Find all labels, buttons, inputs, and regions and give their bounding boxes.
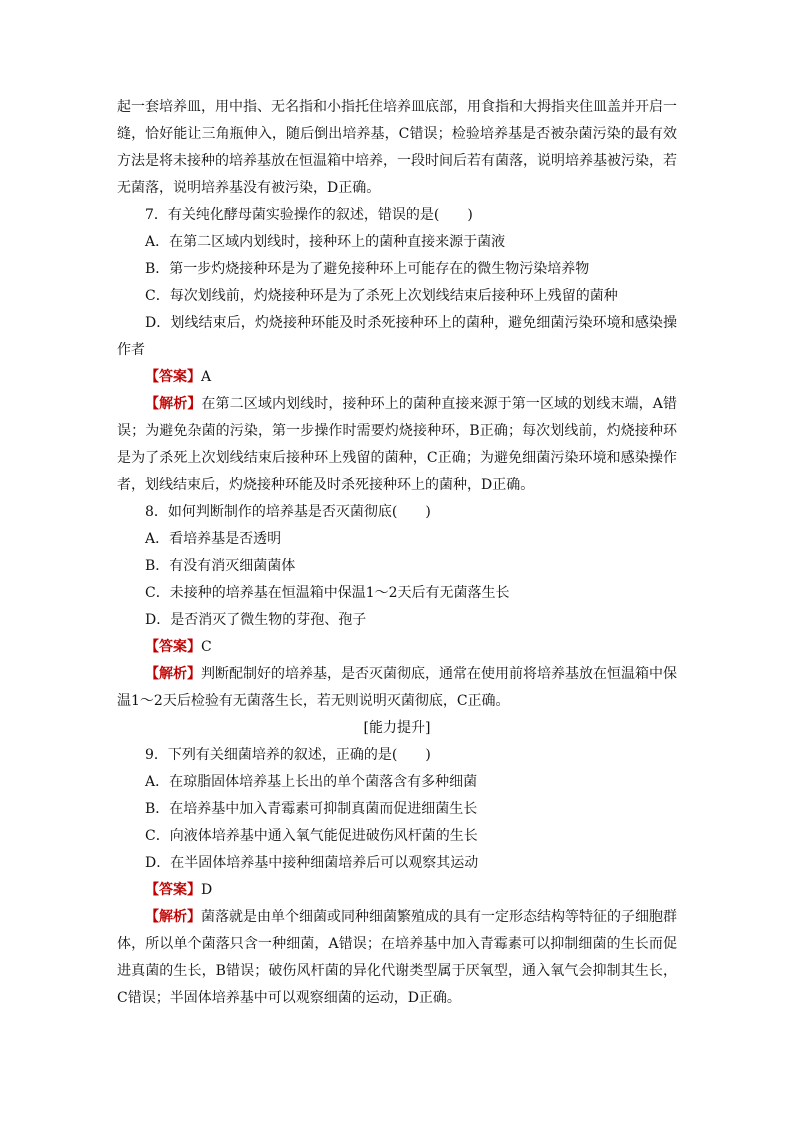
answer-label: 【答案】 [145, 882, 201, 898]
option-a: A．看培养基是否透明 [145, 531, 282, 547]
answer-label: 【答案】 [145, 639, 201, 655]
analysis-paragraph [117, 661, 677, 715]
question-stem: 8．如何判断制作的培养基是否灭菌彻底( ) [145, 504, 431, 520]
answer-line [117, 877, 677, 904]
answer-line [117, 364, 677, 391]
question-7 [117, 202, 677, 499]
answer-value: D [201, 882, 213, 898]
option-d: D．划线结束后，灼烧接种环能及时杀死接种环上的菌种，避免细菌污染环境和感染操作者 [117, 315, 677, 358]
option-b: B．在培养基中加入青霉素可抑制真菌而促进细菌生长 [145, 801, 478, 817]
answer-line [117, 634, 677, 661]
option-b: B．第一步灼烧接种环是为了避免接种环上可能存在的微生物污染培养物 [145, 261, 590, 277]
answer-value: A [201, 369, 212, 385]
analysis-label: 【解析】 [145, 666, 201, 682]
option-c: C．未接种的培养基在恒温箱中保温1～2天后有无菌落生长 [145, 585, 510, 601]
option-d: D．在半固体培养基中接种细菌培养后可以观察其运动 [145, 855, 479, 871]
analysis-text: 菌落就是由单个细菌或同种细菌繁殖成的具有一定形态结构等特征的子细胞群体，所以单个菌落只含一种细菌，A错误；在培养基中加入青霉素可以抑制细菌的生长而促进真菌的生长，B错误；破伤风杆菌的异化代谢类型属于厌氧型，通入氧气会抑制其生长，C错误；半固体培养基中可以观察细菌的运动，D正确。 [117, 909, 677, 1006]
question-stem: 9．下列有关细菌培养的叙述，正确的是( ) [145, 747, 431, 763]
question-stem: 7．有关纯化酵母菌实验操作的叙述，错误的是( ) [145, 207, 473, 223]
document-content [117, 94, 677, 1012]
section-title: [能力提升] [363, 720, 431, 736]
analysis-paragraph [117, 904, 677, 1012]
question-8 [117, 499, 677, 715]
option-b: B．有没有消灭细菌菌体 [145, 558, 296, 574]
intro-paragraph: 起一套培养皿，用中指、无名指和小指托住培养皿底部，用食指和大拇指夹住皿盖并开启一缝，恰好能让三角瓶伸入，随后倒出培养基，C错误；检验培养基是否被杂菌污染的最有效方法是将未接种的培养基放在恒温箱中培养，一段时间后若有菌落，说明培养基被污染，若无菌落，说明培养基没有被污染，D正确。 [117, 99, 677, 196]
analysis-text: 判断配制好的培养基，是否灭菌彻底，通常在使用前将培养基放在恒温箱中保温1～2天后检验有无菌落生长，若无则说明灭菌彻底，C正确。 [117, 666, 677, 709]
option-d: D．是否消灭了微生物的芽孢、孢子 [145, 612, 367, 628]
option-c: C．向液体培养基中通入氧气能促进破伤风杆菌的生长 [145, 828, 478, 844]
analysis-label: 【解析】 [145, 909, 201, 925]
option-a: A．在琼脂固体培养基上长出的单个菌落含有多种细菌 [145, 774, 478, 790]
analysis-paragraph [117, 391, 677, 499]
answer-value: C [201, 639, 212, 655]
question-9 [117, 742, 677, 1012]
option-c: C．每次划线前，灼烧接种环是为了杀死上次划线结束后接种环上残留的菌种 [145, 288, 618, 304]
answer-label: 【答案】 [145, 369, 201, 385]
analysis-label: 【解析】 [145, 396, 202, 412]
option-a: A．在第二区域内划线时，接种环上的菌种直接来源于菌液 [145, 234, 506, 250]
analysis-text: 在第二区域内划线时，接种环上的菌种直接来源于第一区域的划线末端，A错误；为避免杂菌的污染，第一步操作时需要灼烧接种环，B正确；每次划线前，灼烧接种环是为了杀死上次划线结束后接种环上残留的菌种，C正确；为避免细菌污染环境和感染操作者，划线结束后，灼烧接种环能及时杀死接种环上的菌种，D正确。 [117, 396, 678, 493]
